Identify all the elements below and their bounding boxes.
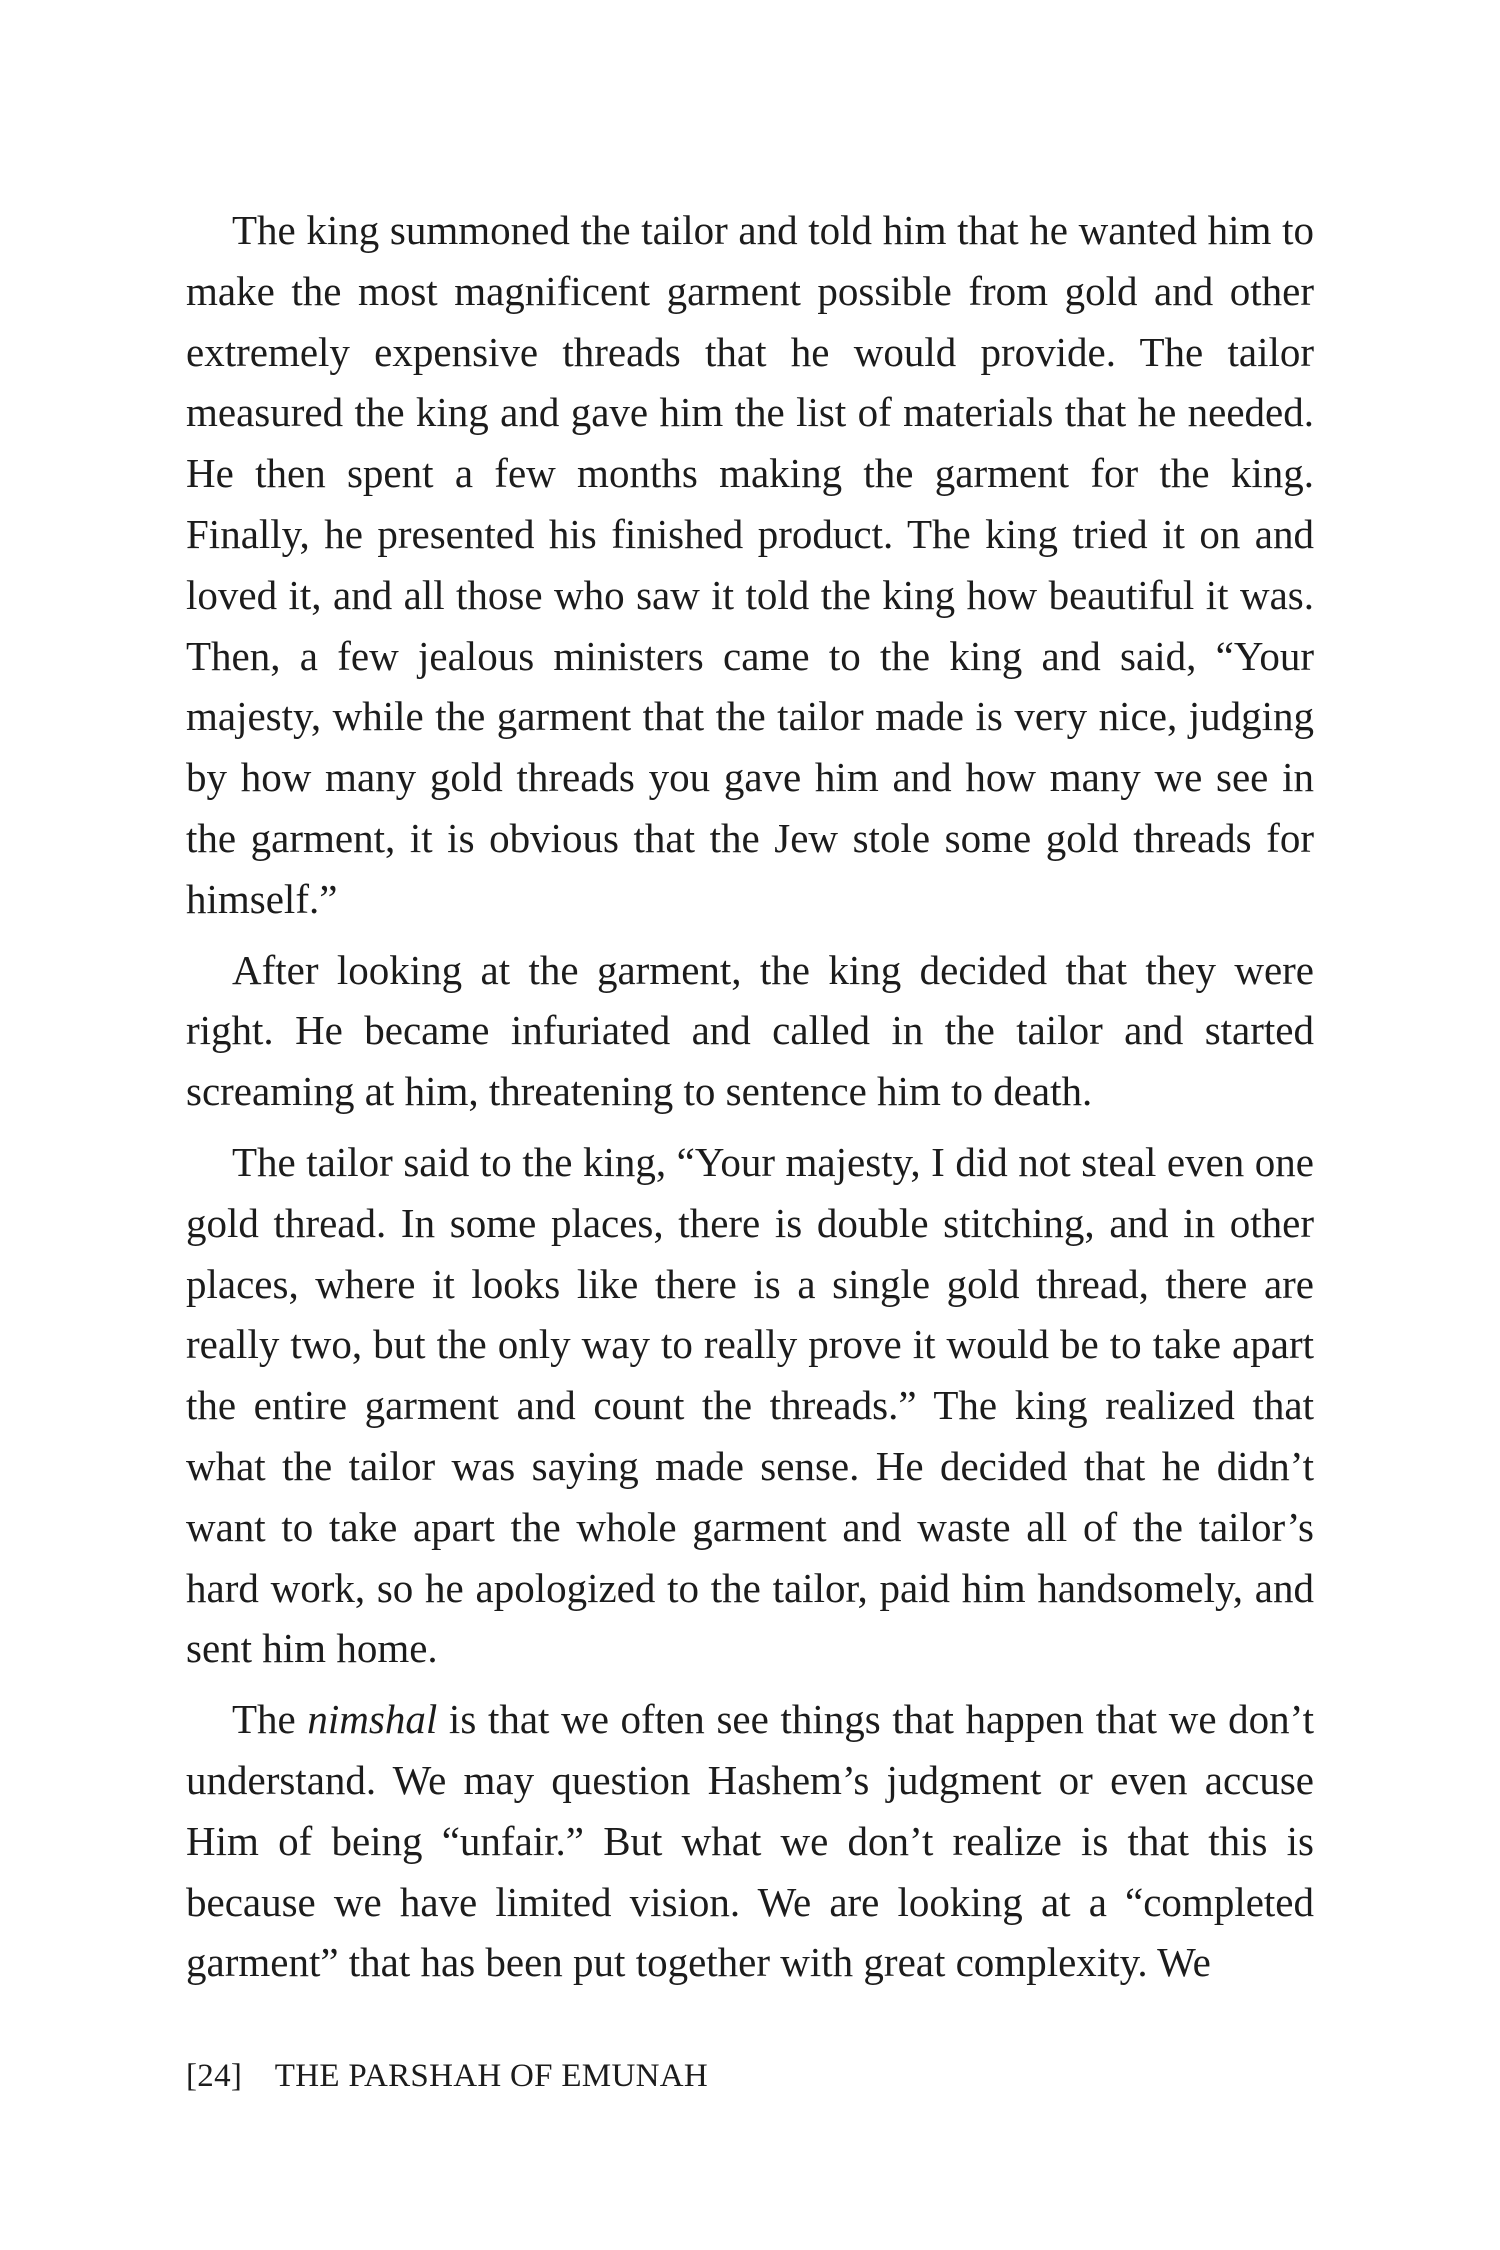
page-footer — [186, 2056, 708, 2096]
paragraph-3: The tailor said to the king, “Your majesty, I did not steal even one gold thread. In some places, there is double stitching, and in other places, where it looks like there is a single gold thread, there are really two, but the only way to really prove it would be to take apart the entire garment and count the threads.” The king realized that what the tailor was saying made sense. He decided that he didn’t want to take apart the whole garment and waste all of the tailor’s hard work, so he apologized to the tailor, paid him handsomely, and sent him home. — [186, 1138, 1314, 1672]
paragraph-4-rest: is that we often see things that happen that we don’t understand. We may question Hashem’s judgment or even accuse Him of being “unfair.” But what we don’t realize is that this is because we have limited vision. We are looking at a “completed garment” that has been put together with great complexity. We — [186, 1696, 1314, 1986]
italic-term-nimshal: nimshal — [307, 1696, 438, 1743]
paragraph-4-start: The — [232, 1696, 308, 1743]
paragraph-4 — [186, 1689, 1314, 1993]
body-text — [186, 200, 1314, 1993]
paragraph-2: After looking at the garment, the king decided that they were right. He became infuriated and called in the tailor and started screaming at him, threatening to sentence him to death. — [186, 946, 1314, 1115]
page-number: [24] — [186, 2058, 243, 2094]
paragraph-1: The king summoned the tailor and told him that he wanted him to make the most magnificent garment possible from gold and other extremely expensive threads that he would provide. The tailor measured the king and gave him the list of materials that he needed. He then spent a few months making the garment for the king. Finally, he presented his finished product. The king tried it on and loved it, and all those who saw it told the king how beautiful it was. Then, a few jealous ministers came to the king and said, “Your majesty, while the garment that the tailor made is very nice, judging by how many gold threads you gave him and how many we see in the garment, it is obvious that the Jew stole some gold threads for himself.” — [186, 207, 1314, 922]
running-head: THE PARSHAH OF EMUNAH — [274, 2058, 708, 2094]
